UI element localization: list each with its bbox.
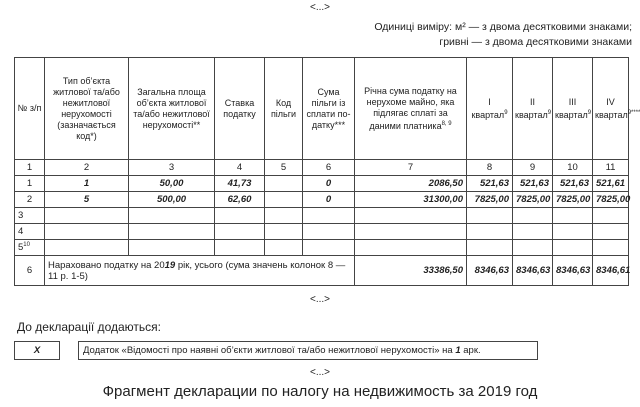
caption: Фрагмент декларации по налогу на недвижимость за 2019 год <box>102 383 538 400</box>
q1-value: 7825,00 <box>467 192 513 208</box>
q1-value: 521,63 <box>467 176 513 192</box>
table-row <box>15 240 629 256</box>
col-number: 5 <box>265 160 303 176</box>
row-no: 6 <box>15 256 45 286</box>
units-line-2: гривні — з двома десятковими знаками <box>439 36 632 48</box>
total-label: Нараховано податку на 2019 рік, усього (сума значень колонок 8 — 11 р. 1-5) <box>45 256 355 286</box>
ellipsis-bottom: <...> <box>309 367 330 378</box>
total-q1: 8346,63 <box>467 256 513 286</box>
header-q3: III квартал$^9$ <box>553 58 593 160</box>
header-benefit-code: Код пільги <box>265 58 303 160</box>
header-q4: IV квартал$^{9****}$ <box>593 58 629 160</box>
col-number: 10 <box>553 160 593 176</box>
table-row <box>15 192 629 208</box>
table-row <box>15 176 629 192</box>
ellipsis-top: <...> <box>309 2 330 13</box>
col-number: 9 <box>513 160 553 176</box>
col-number: 3 <box>129 160 215 176</box>
col-number: 2 <box>45 160 129 176</box>
row-no: 4 <box>15 224 45 240</box>
rate-value: 62,60 <box>215 192 265 208</box>
benefit-code-value <box>265 192 303 208</box>
total-q3: 8346,63 <box>553 256 593 286</box>
header-area: Загальна площа об’єкта житлової та/або нежитлової нерухомості** <box>129 58 215 160</box>
col-number: 11 <box>593 160 629 176</box>
q4-value: 521,61 <box>593 176 629 192</box>
object-type-code: 5 <box>45 192 129 208</box>
attachment-text: Додаток «Відомості про наявні об’єкти житлової та/або нежитлової нерухомості» на 1 арк. <box>79 342 538 360</box>
total-q2: 8346,63 <box>513 256 553 286</box>
header-row <box>15 58 629 160</box>
ellipsis-middle: <...> <box>309 294 330 305</box>
benefit-sum-value: 0 <box>303 192 355 208</box>
q3-value: 521,63 <box>553 176 593 192</box>
area-value: 500,00 <box>129 192 215 208</box>
attachment-table <box>14 341 538 360</box>
total-row <box>15 256 629 286</box>
header-rate: Ставка податку <box>215 58 265 160</box>
row-no: $5^{10}$ <box>15 240 45 256</box>
q4-value: 7825,00 <box>593 192 629 208</box>
annual-value: 2086,50 <box>355 176 467 192</box>
col-number: 8 <box>467 160 513 176</box>
header-benefit-sum: Сума пільги із сплати по-датку*** <box>303 58 355 160</box>
attachment-mark: X <box>15 342 60 360</box>
annual-value: 31300,00 <box>355 192 467 208</box>
row-no: 3 <box>15 208 45 224</box>
benefit-code-value <box>265 176 303 192</box>
units-line-1: Одиниці виміру: м² — з двома десятковими знаками; <box>374 21 632 33</box>
header-q1: I квартал$^9$ <box>467 58 513 160</box>
area-value: 50,00 <box>129 176 215 192</box>
table-row <box>15 224 629 240</box>
row-no: 1 <box>15 176 45 192</box>
q2-value: 7825,00 <box>513 192 553 208</box>
row-no: 2 <box>15 192 45 208</box>
object-type-code: 1 <box>45 176 129 192</box>
column-number-row <box>15 160 629 176</box>
table-row <box>15 208 629 224</box>
header-q2: II квартал$^9$ <box>513 58 553 160</box>
header-object-type: Тип об’єкта житлової та/або нежитлової нерухомості (зазначається код*) <box>45 58 129 160</box>
col-number: 4 <box>215 160 265 176</box>
header-no: № з/п <box>15 58 45 160</box>
header-annual: Річна сума податку на нерухоме майно, яка підлягає сплаті за даними платника$^{8, 9}$ <box>355 58 467 160</box>
q2-value: 521,63 <box>513 176 553 192</box>
q3-value: 7825,00 <box>553 192 593 208</box>
col-number: 7 <box>355 160 467 176</box>
total-q4: 8346,61 <box>593 256 629 286</box>
col-number: 6 <box>303 160 355 176</box>
tax-table <box>14 57 640 286</box>
col-number: 1 <box>15 160 45 176</box>
total-annual: 33386,50 <box>355 256 467 286</box>
rate-value: 41,73 <box>215 176 265 192</box>
benefit-sum-value: 0 <box>303 176 355 192</box>
attached-heading: До декларації додаються: <box>17 320 161 334</box>
